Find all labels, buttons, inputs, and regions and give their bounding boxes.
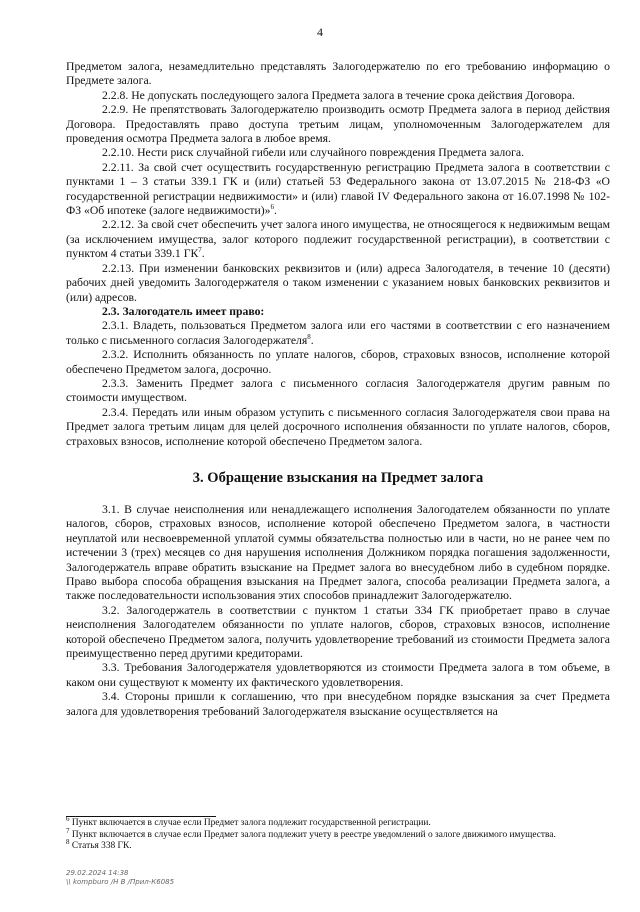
paragraph: 3.4. Стороны пришли к соглашению, что при внесудебном порядке взыскания за счет Предмета залога для удовлетворения требований Залогодержателя взыскание осуществляется на xyxy=(66,690,610,718)
footnote: $^8$ Статья 338 ГК. xyxy=(66,838,132,852)
paragraph: 2.3.4. Передать или иным образом уступить с письменного согласия Залогодержателя свои права на Предмет залога третьим лицам для целей досрочного исполнения обязанности по уплате налогов, сборов, страховых взносов, исполнение которой обеспечено Предметом залога. xyxy=(66,405,610,448)
print-date: 29.02.2024 14:38 xyxy=(66,869,129,877)
paragraph: 2.2.13. При изменении банковских реквизитов и (или) адреса Залогодателя, в течение 10 (десяти) рабочих дней уведомить Залогодержателя о таком изменении с указанием новых банковских реквизитов и (или) адресов. xyxy=(66,261,610,304)
paragraph: 2.2.8. Не допускать последующего залога Предмета залога в течение срока действия Договора. xyxy=(102,88,575,102)
footnote-divider xyxy=(66,816,216,817)
page-number: 4 xyxy=(317,25,323,39)
footnote: $^7$ Пункт включается в случае если Предмет залога подлежит учету в реестре уведомлений о залоге движимого имущества. xyxy=(66,826,556,840)
footnotes xyxy=(66,814,576,853)
paragraph: 3.3. Требования Залогодержателя удовлетворяются из стоимости Предмета залога в том объеме, в каком они существуют к моменту их фактического удовлетворения. xyxy=(66,661,610,689)
paragraph: 2.2.10. Нести риск случайной гибели или случайного повреждения Предмета залога. xyxy=(102,146,525,160)
paragraph: 3.2. Залогодержатель в соответствии с пунктом 1 статьи 334 ГК приобретает право в случае неисполнения Залогодателем обязанности по уплате налогов, сборов, страховых взносов, исполнение которой обеспечено Предметом залога, получить удовлетворение требований из стоимости Предмета залога преимущественно перед другими кредиторами. xyxy=(66,603,610,661)
paragraph: 2.2.12. За свой счет обеспечить учет залога иного имущества, не относящегося к недвижимым вещам (за исключением имущества, залог которого подлежит государственной регистрации), в соответствии с пунктом 4 статьи 339.1 $ГК^7$. xyxy=(66,218,610,261)
paragraph: 2.2.9. Не препятствовать Залогодержателю производить осмотр Предмета залога в период действия Договора. Предоставлять право доступа третьим лицам, уполномоченным Залогодержателем для проведения осмотра Предмета залога в любое время. xyxy=(66,103,610,146)
print-path: \\ kompburo /Н В /Прил-К6085 xyxy=(66,878,175,886)
paragraph: 3.1. В случае неисполнения или ненадлежащего исполнения Залогодателем обязанности по уплате налогов, сборов, страховых взносов, исполнение которой обеспечено Предметом залога, в частности неуплатой или несвоевременной уплатой суммы обязательства полностью или в части, но не ранее чем по истечении 3 (трех) месяцев со дня нарушения исполнения Должником порядка погашения задолженности, Залогодержатель вправе обратить взыскание на Предмет залога во внесудебном либо в судебном порядке. Право выбора способа обращения взыскания на Предмет залога, способа реализации Предмета залога, а также последовательности использования этих способов принадлежит Залогодержателю. xyxy=(66,502,610,603)
section-3-paragraphs xyxy=(66,503,610,719)
paragraph: 2.3.3. Заменить Предмет залога с письменного согласия Залогодержателя другим равным по стоимости имуществом. xyxy=(66,376,610,405)
paragraph: Предметом залога, незамедлительно представлять Залогодержателю по его требованию информацию о Предмете залога. xyxy=(66,60,610,88)
document-body xyxy=(66,60,610,719)
paragraph: 2.3.1. Владеть, пользоваться Предметом залога или его частями в соответствии с его назначением только с письменного согласия Залогодержателя$^8$. xyxy=(66,319,610,347)
paragraph: 2.3.2. Исполнить обязанность по уплате налогов, сборов, страховых взносов, исполнение которой обеспечено Предметом залога, досрочно. xyxy=(66,348,610,376)
paragraph: 2.3. Залогодатель имеет право: xyxy=(102,304,265,318)
section-2-paragraphs xyxy=(66,60,610,449)
paragraph: 2.2.11. За свой счет осуществить государственную регистрацию Предмета залога в соответствии с пунктами 1 – 3 статьи 339.1 ГК и (или) статьей 53 Федерального закона от 13.07.2015 № 218-ФЗ «О государственной регистрации недвижимости» и (или) главой IV Федерального закона от 16.07.1998 № 102-ФЗ «Об ипотеке (залоге недвижимости)»$^6$. xyxy=(66,160,610,218)
print-stamp xyxy=(66,869,366,887)
footnote: $^6$ Пункт включается в случае если Предмет залога подлежит государственной регистрации. xyxy=(66,814,431,828)
section-heading: 3. Обращение взыскания на Предмет залога xyxy=(192,469,484,486)
